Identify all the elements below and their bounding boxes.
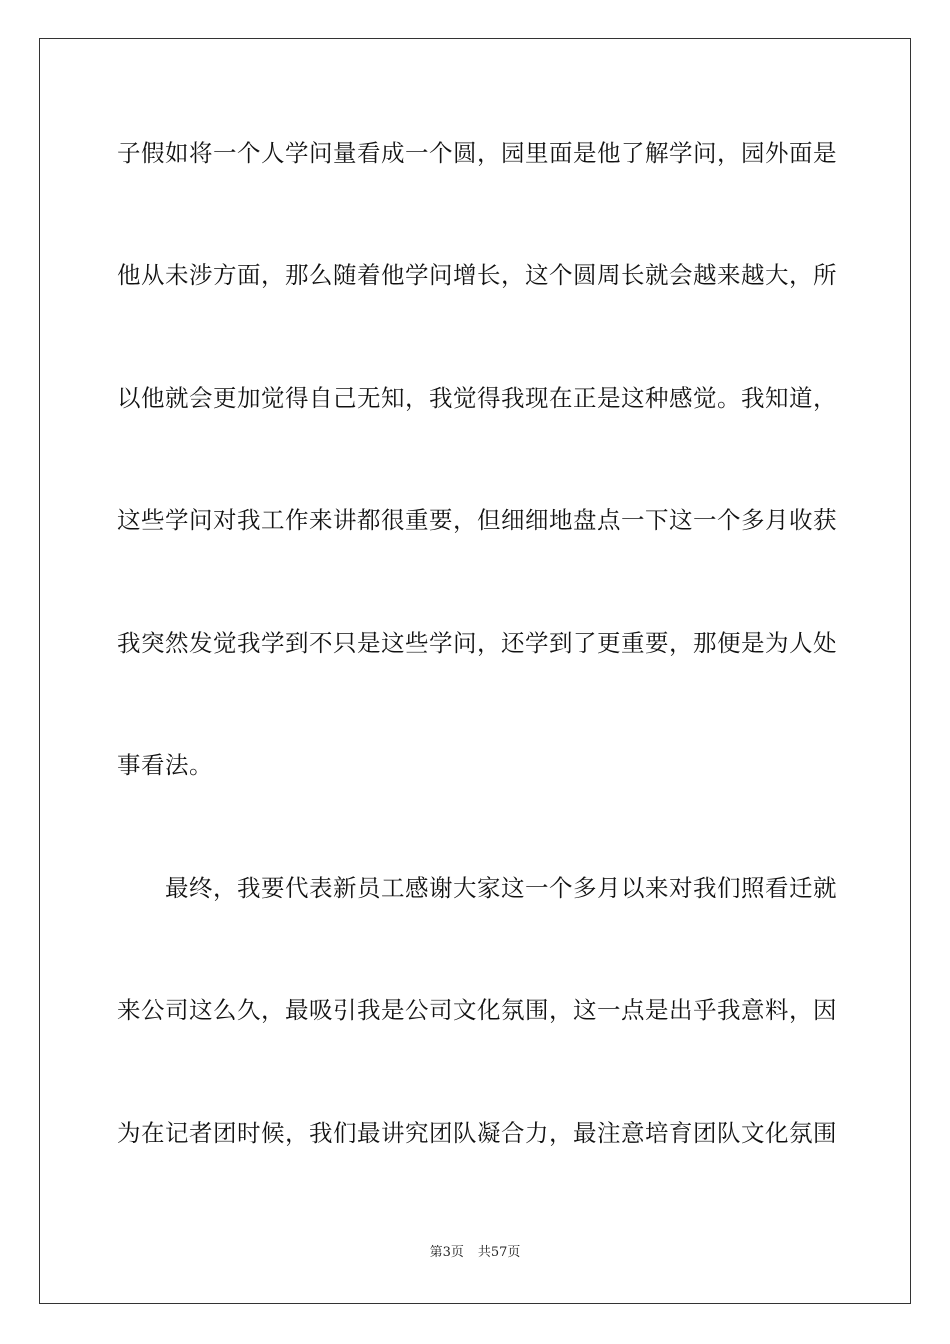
text-line-6: 事看法。 [117,751,213,779]
text-line-5: 我突然发觉我学到不只是这些学问，还学到了更重要，那便是为人处 [117,629,837,657]
text-line-4: 这些学问对我工作来讲都很重要，但细细地盘点一下这一个多月收获 [117,506,837,534]
total-pages: 共57页 [477,1245,521,1260]
page-border [39,38,911,1304]
page-footer [0,1245,950,1261]
text-line-9: 为在记者团时候，我们最讲究团队凝合力，最注意培育团队文化氛围 [117,1119,837,1147]
text-line-1: 子假如将一个人学问量看成一个圆，园里面是他了解学问，园外面是 [117,139,837,167]
text-line-3: 以他就会更加觉得自己无知，我觉得我现在正是这种感觉。我知道， [117,384,837,412]
text-line-8: 来公司这么久，最吸引我是公司文化氛围，这一点是出乎我意料，因 [117,996,837,1024]
text-line-2: 他从未涉方面，那么随着他学问增长，这个圆周长就会越来越大，所 [117,261,837,289]
text-line-7: 最终，我要代表新员工感谢大家这一个多月以来对我们照看迁就 [165,874,837,902]
page-number: 第3页 [429,1245,464,1260]
